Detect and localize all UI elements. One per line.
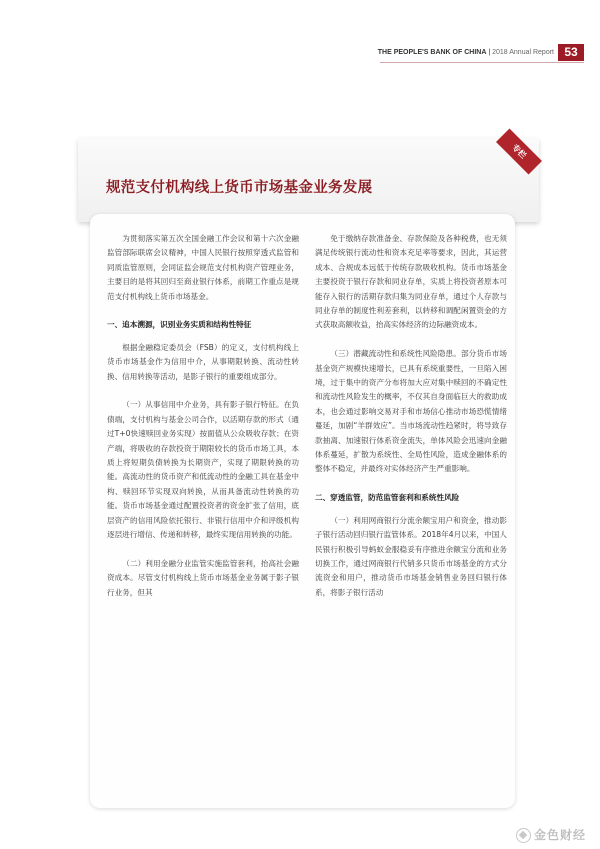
header-separator: | [486, 49, 493, 56]
paragraph: 为贯彻落实第五次全国金融工作会议和第十六次金融监管部际联席会议精神，中国人民银行按照穿透式监管和同质监管原则，会同证监会规范支付机构资产管理业务，主要目的是将其回归至商业银行体系，前期工作重点是规范支付机构线上货币市场基金。 [107, 234, 299, 301]
paragraph: （一）利用网商银行分流余额宝用户和资金，推动影子银行活动回归银行监管体系。2018年4月以来，中国人民银行积极引导蚂蚁金服稳妥有序推进余额宝分流和业务切换工作，通过网商银行代销多只货币市场基金的方式分流资金和用户，推动货币市场基金销售业务回归银行体系，将影子银行活动 [315, 515, 507, 597]
watermark-text: 金色财经 [533, 828, 586, 842]
header-divider [380, 62, 584, 63]
right-column [315, 232, 507, 615]
report-name: 2018 Annual Report [492, 49, 554, 56]
column-ribbon: 专栏 [496, 129, 542, 175]
page-number: 53 [558, 44, 584, 61]
section-heading: 二、穿透监管，防范监管套利和系统性风险 [315, 493, 460, 503]
page-title: 规范支付机构线上货币市场基金业务发展 [106, 180, 373, 196]
paragraph: 根据金融稳定委员会（FSB）的定义，支付机构线上货币市场基金作为信用中介，从事期限转换、流动性转换、信用转换等活动，是影子银行的重要组成部分。 [107, 342, 299, 381]
bank-name: THE PEOPLE'S BANK OF CHINA [377, 49, 487, 56]
left-column [107, 232, 299, 615]
section-heading: 一、追本溯源，识别业务实质和结构性特征 [107, 320, 252, 330]
paragraph: （二）利用金融分业监管实施监管套利，抬高社会融资成本。尽管支付机构线上货币市场基金业务属于影子银行业务，但其 [107, 558, 299, 597]
paragraph: （一）从事信用中介业务，具有影子银行特征。在负债端，支付机构与基金公司合作，以活期存款的形式（通过T+0快速赎回业务实现）按面值从公众吸收存款；在资产端，将吸收的存款投资于期限较长的货币市场工具，本质上将短期负债转换为长期资产，实现了期限转换的功能。高流动性的货币资产和低流动性的金融工具在基金中构、赎回环节实现双向转换，从而具备流动性转换的功能。货币市场基金通过配置投资者的资金扩张了信用，底层资产的信用风险依托银行、非银行信用中介和评级机构逐层进行增信、传递和转移，最终实现信用转换的功能。 [107, 400, 299, 540]
coin-logo-icon [516, 828, 531, 843]
paragraph: （三）潜藏流动性和系统性风险隐患。部分货币市场基金资产规模快速增长，已具有系统重要性，一旦陷入困境，过于集中的资产分布将加大应对集中赎回的不确定性和流动性风险发生的概率，不仅其自身面临巨大的救助成本，也会通过影响交易对手和市场信心推动市场恐慌情绪蔓延，加剧“羊群效应”。当市场流动性趋紧时，将导致存款抽离、加速银行体系资金流失，单体风险会迅速向金融体系蔓延，扩散为系统性、全局性风险，造成金融体系的整体不稳定，并最终对实体经济产生严重影响。 [315, 349, 507, 474]
report-header [378, 49, 554, 56]
watermark [516, 826, 586, 843]
paragraph: 免于缴纳存款准备金、存款保险及各种税费，也无须满足传统银行流动性和资本充足率等要求，因此，其运营成本、合规成本远低于传统存款吸收机构。货币市场基金主要投资于银行存款和同业存单，实质上将投资者原本可能存入银行的活期存款归集为同业存单，通过个人存款与同业存单的制度性利差套利，以转移和调配闲置资金的方式获取高额收益，抬高实体经济的边际融资成本。 [315, 234, 507, 330]
